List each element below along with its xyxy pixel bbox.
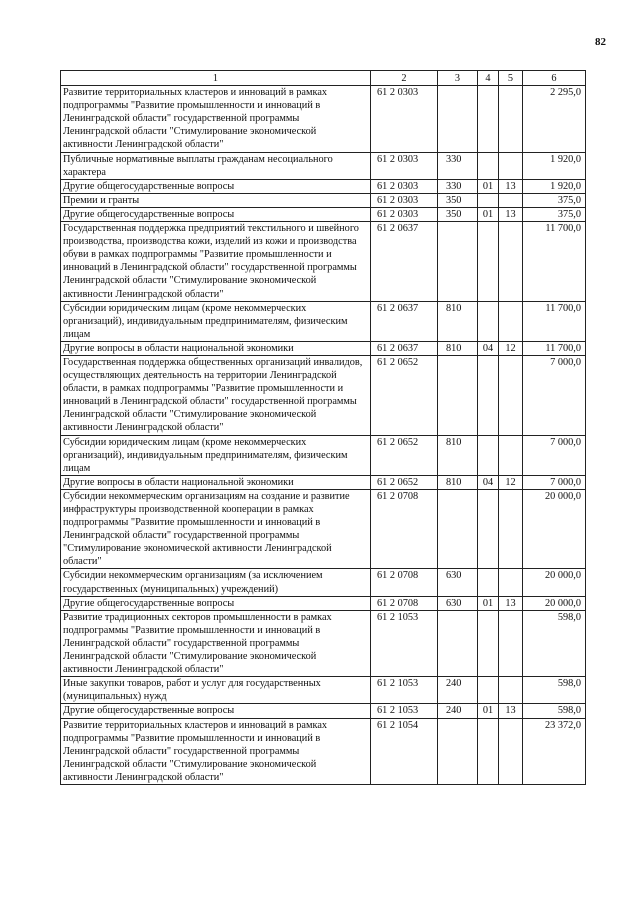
table-row xyxy=(61,704,586,718)
budget-table xyxy=(60,70,586,785)
table-row xyxy=(61,489,586,569)
row-pr xyxy=(499,86,523,152)
page-number: 82 xyxy=(595,36,606,48)
header-col-4: 4 xyxy=(478,71,499,86)
row-name: Другие общегосударственные вопросы xyxy=(61,704,371,718)
header-col-5: 5 xyxy=(499,71,523,86)
row-rz xyxy=(478,677,499,704)
row-name: Субсидии некоммерческим организациям на создание и развитие инфраструктуры производственной кооперации в рамках подпрограммы "Развитие промышленности и инноваций в Ленинградской области" государственной программы "Стимулирование экономической активности Ленинградской области" xyxy=(61,489,371,569)
table-row xyxy=(61,475,586,489)
row-code: 61 2 1054 xyxy=(371,718,438,784)
row-sum: 7 000,0 xyxy=(523,435,586,475)
row-sum: 11 700,0 xyxy=(523,341,586,355)
row-vr: 330 xyxy=(438,152,478,179)
row-vr: 810 xyxy=(438,475,478,489)
row-sum: 20 000,0 xyxy=(523,569,586,596)
row-pr: 13 xyxy=(499,179,523,193)
row-vr xyxy=(438,489,478,569)
table-row xyxy=(61,86,586,152)
row-pr xyxy=(499,569,523,596)
row-code: 61 2 0303 xyxy=(371,207,438,221)
row-vr xyxy=(438,355,478,435)
row-code: 61 2 1053 xyxy=(371,704,438,718)
row-sum: 598,0 xyxy=(523,610,586,676)
row-sum: 11 700,0 xyxy=(523,301,586,341)
row-vr: 240 xyxy=(438,677,478,704)
row-pr xyxy=(499,301,523,341)
row-code: 61 2 0303 xyxy=(371,193,438,207)
row-code: 61 2 1053 xyxy=(371,610,438,676)
header-row xyxy=(61,71,586,86)
row-pr: 13 xyxy=(499,704,523,718)
row-rz xyxy=(478,355,499,435)
row-pr: 13 xyxy=(499,207,523,221)
row-code: 61 2 0652 xyxy=(371,475,438,489)
row-sum: 7 000,0 xyxy=(523,355,586,435)
row-pr xyxy=(499,193,523,207)
row-pr xyxy=(499,222,523,302)
table-row xyxy=(61,435,586,475)
row-name: Субсидии юридическим лицам (кроме некоммерческих организаций), индивидуальным предпринимателям, физическим лицам xyxy=(61,301,371,341)
table-row xyxy=(61,569,586,596)
header-col-6: 6 xyxy=(523,71,586,86)
row-rz: 04 xyxy=(478,341,499,355)
row-vr: 240 xyxy=(438,704,478,718)
row-name: Государственная поддержка предприятий текстильного и швейного производства, производства кожи, изделий из кожи и производства обуви в рамках подпрограммы "Развитие промышленности и инноваций в Ленинградской области" государственной программы Ленинградской области "Стимулирование экономической активности Ленинградской области" xyxy=(61,222,371,302)
row-sum: 20 000,0 xyxy=(523,596,586,610)
row-pr xyxy=(499,152,523,179)
header-col-2: 2 xyxy=(371,71,438,86)
row-pr: 12 xyxy=(499,475,523,489)
row-rz xyxy=(478,193,499,207)
row-code: 61 2 0303 xyxy=(371,179,438,193)
row-vr: 810 xyxy=(438,341,478,355)
row-pr xyxy=(499,677,523,704)
row-sum: 1 920,0 xyxy=(523,179,586,193)
row-name: Публичные нормативные выплаты гражданам несоциального характера xyxy=(61,152,371,179)
row-code: 61 2 0708 xyxy=(371,489,438,569)
row-vr: 810 xyxy=(438,301,478,341)
table-row xyxy=(61,610,586,676)
row-rz xyxy=(478,222,499,302)
row-sum: 20 000,0 xyxy=(523,489,586,569)
row-rz: 01 xyxy=(478,704,499,718)
row-vr: 330 xyxy=(438,179,478,193)
row-rz: 01 xyxy=(478,207,499,221)
row-pr xyxy=(499,718,523,784)
row-sum: 7 000,0 xyxy=(523,475,586,489)
row-pr xyxy=(499,610,523,676)
row-rz: 01 xyxy=(478,596,499,610)
row-code: 61 2 0637 xyxy=(371,301,438,341)
row-vr xyxy=(438,222,478,302)
table-row xyxy=(61,718,586,784)
row-name: Развитие территориальных кластеров и инноваций в рамках подпрограммы "Развитие промышленности и инноваций в Ленинградской области" государственной программы Ленинградской области "Стимулирование экономической активности Ленинградской области" xyxy=(61,718,371,784)
row-sum: 11 700,0 xyxy=(523,222,586,302)
row-vr: 810 xyxy=(438,435,478,475)
row-sum: 598,0 xyxy=(523,677,586,704)
table-row xyxy=(61,355,586,435)
row-vr: 350 xyxy=(438,193,478,207)
row-name: Субсидии некоммерческим организациям (за исключением государственных (муниципальных) учреждений) xyxy=(61,569,371,596)
row-code: 61 2 0708 xyxy=(371,596,438,610)
row-sum: 598,0 xyxy=(523,704,586,718)
row-name: Другие вопросы в области национальной экономики xyxy=(61,341,371,355)
row-vr xyxy=(438,86,478,152)
row-code: 61 2 0637 xyxy=(371,222,438,302)
row-rz xyxy=(478,435,499,475)
row-name: Развитие территориальных кластеров и инноваций в рамках подпрограммы "Развитие промышленности и инноваций в Ленинградской области" государственной программы Ленинградской области "Стимулирование экономической активности Ленинградской области" xyxy=(61,86,371,152)
row-name: Другие общегосударственные вопросы xyxy=(61,596,371,610)
row-pr xyxy=(499,435,523,475)
row-vr xyxy=(438,610,478,676)
row-rz xyxy=(478,86,499,152)
row-pr xyxy=(499,489,523,569)
table-row xyxy=(61,222,586,302)
row-name: Другие общегосударственные вопросы xyxy=(61,179,371,193)
table-row xyxy=(61,677,586,704)
row-code: 61 2 0303 xyxy=(371,152,438,179)
row-rz: 04 xyxy=(478,475,499,489)
table-row xyxy=(61,193,586,207)
row-pr: 12 xyxy=(499,341,523,355)
row-rz: 01 xyxy=(478,179,499,193)
row-name: Премии и гранты xyxy=(61,193,371,207)
row-name: Развитие традиционных секторов промышленности в рамках подпрограммы "Развитие промышленности и инноваций в Ленинградской области" государственной программы Ленинградской области "Стимулирование экономической активности Ленинградской области" xyxy=(61,610,371,676)
table-row xyxy=(61,341,586,355)
row-vr: 630 xyxy=(438,569,478,596)
row-rz xyxy=(478,152,499,179)
row-sum: 375,0 xyxy=(523,193,586,207)
row-sum: 23 372,0 xyxy=(523,718,586,784)
table-row xyxy=(61,207,586,221)
row-sum: 2 295,0 xyxy=(523,86,586,152)
row-name: Другие общегосударственные вопросы xyxy=(61,207,371,221)
row-vr xyxy=(438,718,478,784)
row-name: Государственная поддержка общественных организаций инвалидов, осуществляющих деятельность на территории Ленинградской области, в рамках подпрограммы "Развитие промышленности и инноваций в Ленинградской области" государственной программы Ленинградской области "Стимулирование экономической активности Ленинградской области" xyxy=(61,355,371,435)
row-name: Другие вопросы в области национальной экономики xyxy=(61,475,371,489)
row-name: Субсидии юридическим лицам (кроме некоммерческих организаций), индивидуальным предпринимателям, физическим лицам xyxy=(61,435,371,475)
row-sum: 375,0 xyxy=(523,207,586,221)
row-code: 61 2 0708 xyxy=(371,569,438,596)
table-row xyxy=(61,596,586,610)
header-col-1: 1 xyxy=(61,71,371,86)
row-pr xyxy=(499,355,523,435)
row-code: 61 2 0637 xyxy=(371,341,438,355)
row-code: 61 2 1053 xyxy=(371,677,438,704)
row-rz xyxy=(478,610,499,676)
row-code: 61 2 0652 xyxy=(371,435,438,475)
row-vr: 630 xyxy=(438,596,478,610)
row-vr: 350 xyxy=(438,207,478,221)
row-code: 61 2 0303 xyxy=(371,86,438,152)
row-rz xyxy=(478,718,499,784)
table-row xyxy=(61,179,586,193)
row-rz xyxy=(478,489,499,569)
row-pr: 13 xyxy=(499,596,523,610)
row-name: Иные закупки товаров, работ и услуг для государственных (муниципальных) нужд xyxy=(61,677,371,704)
row-rz xyxy=(478,569,499,596)
table-row xyxy=(61,152,586,179)
row-code: 61 2 0652 xyxy=(371,355,438,435)
row-sum: 1 920,0 xyxy=(523,152,586,179)
header-col-3: 3 xyxy=(438,71,478,86)
table-row xyxy=(61,301,586,341)
row-rz xyxy=(478,301,499,341)
